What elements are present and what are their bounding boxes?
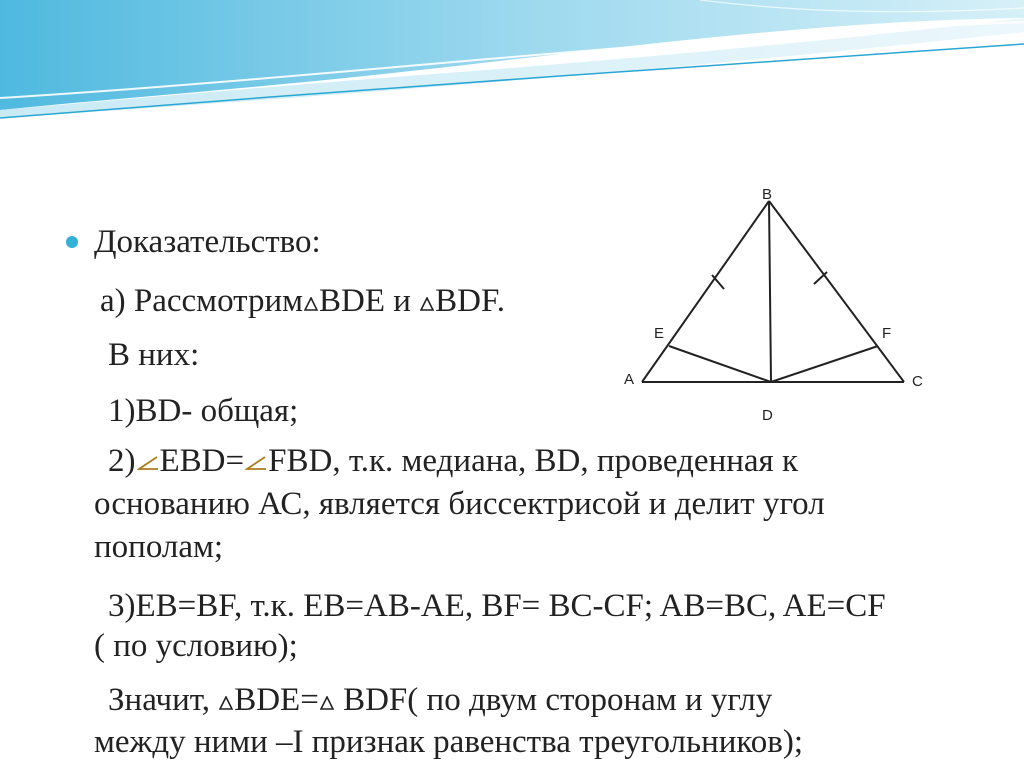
proof-line-2 xyxy=(108,441,798,481)
line-a-text-2: BDF. xyxy=(435,283,505,319)
proof-line-2c: пополам; xyxy=(94,529,224,565)
angle-symbol-icon xyxy=(137,455,159,471)
line-2-text-1: EBD= xyxy=(159,443,245,479)
vertex-label-c: C xyxy=(912,373,923,390)
angle-symbol-icon xyxy=(245,455,267,471)
vertex-label-d: D xyxy=(762,407,773,424)
line-a-text-1: BDE и xyxy=(319,283,420,319)
proof-line-z xyxy=(108,680,772,720)
proof-line-zb: между ними –I признак равенства треугольников); xyxy=(94,724,803,760)
line-2-text-2: FBD, т.к. медиана, BD, проведенная к xyxy=(268,443,799,479)
line-z-prefix: Значит, xyxy=(108,682,219,718)
line-2-prefix: 2) xyxy=(108,443,136,479)
vertex-label-b: B xyxy=(762,186,773,203)
vertex-label-a: A xyxy=(624,371,635,388)
line-z-text-1: BDE= xyxy=(234,682,319,718)
proof-line-a xyxy=(100,281,505,321)
proof-line-2b: основанию АС, является биссектрисой и делит угол xyxy=(94,486,825,522)
proof-line-1: 1)BD- общая; xyxy=(108,393,299,429)
proof-heading: Доказательство: xyxy=(94,224,321,260)
triangle-symbol-icon xyxy=(304,297,318,311)
proof-line-3b: ( по условию); xyxy=(94,628,298,664)
vertex-label-e: E xyxy=(654,325,665,342)
proof-line-v-nih: В них: xyxy=(108,337,200,373)
line-a-prefix: а) Рассмотрим xyxy=(100,283,303,319)
triangle-symbol-icon xyxy=(420,297,434,311)
proof-line-3: 3)EB=BF, т.к. EB=AB-AE, BF= BC-CF; AB=BC, AE=CF xyxy=(108,588,886,624)
triangle-symbol-icon xyxy=(320,696,334,710)
bullet-icon xyxy=(66,236,78,248)
line-z-text-2: BDF( по двум сторонам и углу xyxy=(334,682,773,718)
vertex-label-f: F xyxy=(882,325,892,342)
triangle-symbol-icon xyxy=(219,696,233,710)
